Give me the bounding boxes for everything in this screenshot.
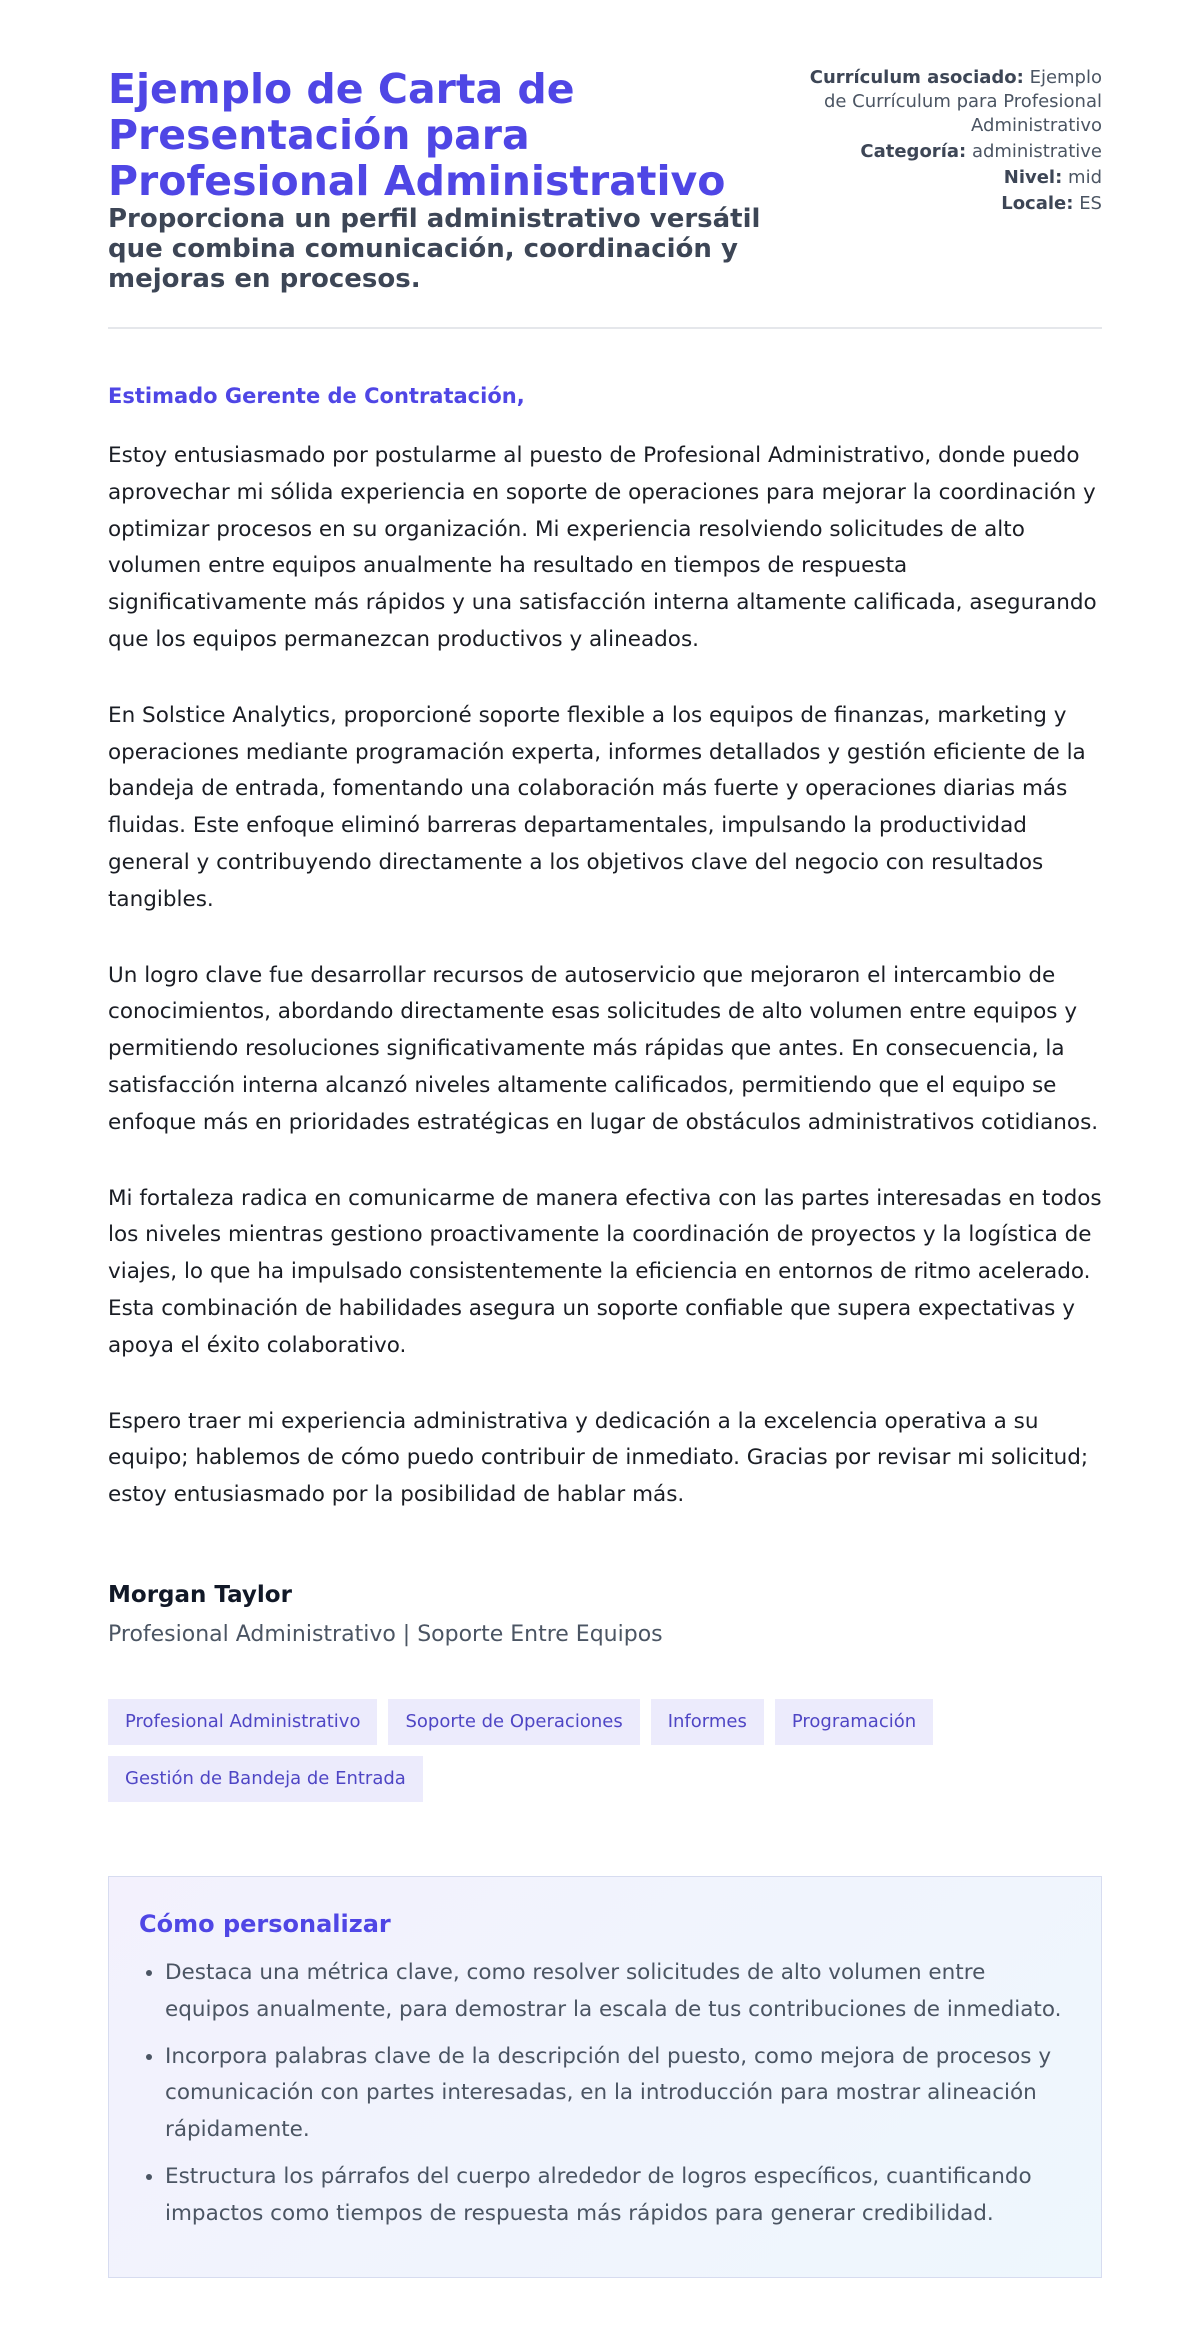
letter-paragraph: En Solstice Analytics, proporcioné soporte flexible a los equipos de finanzas, marketing y operaciones mediante programación experta, informes detallados y gestión eficiente de la bandeja de entrada, fomentando una colaboración más fuerte y operaciones diarias más fluidas. Este enfoque eliminó barreras departamentales, impulsando la productividad general y contribuyendo directamente a los objetivos clave del negocio con resultados tangibles. [108, 702, 1086, 912]
meta-label: Categoría: [860, 141, 967, 162]
tag: Gestión de Bandeja de Entrada [108, 1756, 423, 1802]
meta-value: Ejemplo de Currículum para Profesional Administrativo [823, 67, 1102, 136]
tag: Profesional Administrativo [108, 1699, 377, 1745]
meta-level [802, 166, 1102, 190]
meta-value: administrative [971, 141, 1102, 162]
signature-name: Morgan Taylor [108, 1581, 292, 1608]
header-divider [108, 327, 1102, 329]
tag: Informes [651, 1699, 764, 1745]
tip-item: • Incorpora palabras clave de la descripción del puesto, como mejora de procesos y comunicación con partes interesadas, en la introducción para mostrar alineación rápidamente. [165, 2039, 1071, 2149]
meta-label: Locale: [1001, 193, 1074, 214]
page-title: Ejemplo de Carta de Presentación para Profesional Administrativo [108, 65, 726, 205]
letter-paragraph: Espero traer mi experiencia administrativa y dedicación a la excelencia operativa a su equipo; hablemos de cómo puedo contribuir de inmediato. Gracias por revisar mi solicitud; estoy entusiasmado por la posibilidad de hablar más. [108, 1408, 1089, 1508]
letter-paragraph: Un logro clave fue desarrollar recursos de autoservicio que mejoraron el intercambio de conocimientos, abordando directamente esas solicitudes de alto volumen entre equipos y permitiendo resoluciones significativamente más rápidas que antes. En consecuencia, la satisfacción interna alcanzó niveles altamente calificados, permitiendo que el equipo se enfoque más en prioridades estratégicas en lugar de obstáculos administrativos cotidianos. [108, 962, 1099, 1135]
tips-title: Cómo personalizar [139, 1909, 391, 1938]
meta-locale [802, 192, 1102, 216]
meta-label: Nivel: [1003, 167, 1063, 188]
tag-list [108, 1699, 1008, 1802]
signature-title: Profesional Administrativo | Soporte Entre Equipos [108, 1621, 663, 1647]
meta-label: Currículum asociado: [809, 67, 1024, 88]
customization-tips [108, 1876, 1102, 2278]
page-header [108, 66, 1102, 294]
tag: Programación [775, 1699, 933, 1745]
tips-list [139, 1955, 1071, 2233]
header-left [108, 66, 768, 294]
meta-resume [802, 66, 1102, 138]
letter-greeting: Estimado Gerente de Contratación, [108, 384, 525, 408]
meta-value: mid [1068, 167, 1102, 188]
meta-category [802, 140, 1102, 164]
letter-paragraph: Mi fortaleza radica en comunicarme de manera efectiva con las partes interesadas en todos los niveles mientras gestiono proactivamente la coordinación de proyectos y la logística de viajes, lo que ha impulsado consistentemente la eficiencia en entornos de ritmo acelerado. Esta combinación de habilidades asegura un soporte confiable que supera expectativas y apoya el éxito colaborativo. [108, 1185, 1102, 1358]
letter-body [108, 438, 1102, 1514]
meta-info [802, 66, 1102, 218]
tip-item: • Destaca una métrica clave, como resolver solicitudes de alto volumen entre equipos anualmente, para demostrar la escala de tus contribuciones de inmediato. [165, 1955, 1071, 2029]
letter-paragraph: Estoy entusiasmado por postularme al puesto de Profesional Administrativo, donde puedo aprovechar mi sólida experiencia en soporte de operaciones para mejorar la coordinación y optimizar procesos en su organización. Mi experiencia resolviendo solicitudes de alto volumen entre equipos anualmente ha resultado en tiempos de respuesta significativamente más rápidos y una satisfacción interna altamente calificada, asegurando que los equipos permanezcan productivos y alineados. [108, 443, 1097, 652]
tip-item: • Estructura los párrafos del cuerpo alrededor de logros específicos, cuantificando impactos como tiempos de respuesta más rápidos para generar credibilidad. [165, 2159, 1071, 2233]
meta-value: ES [1079, 193, 1102, 214]
tag: Soporte de Operaciones [388, 1699, 639, 1745]
page-subtitle: Proporciona un perfil administrativo versátil que combina comunicación, coordinación y mejoras en procesos. [108, 204, 761, 294]
